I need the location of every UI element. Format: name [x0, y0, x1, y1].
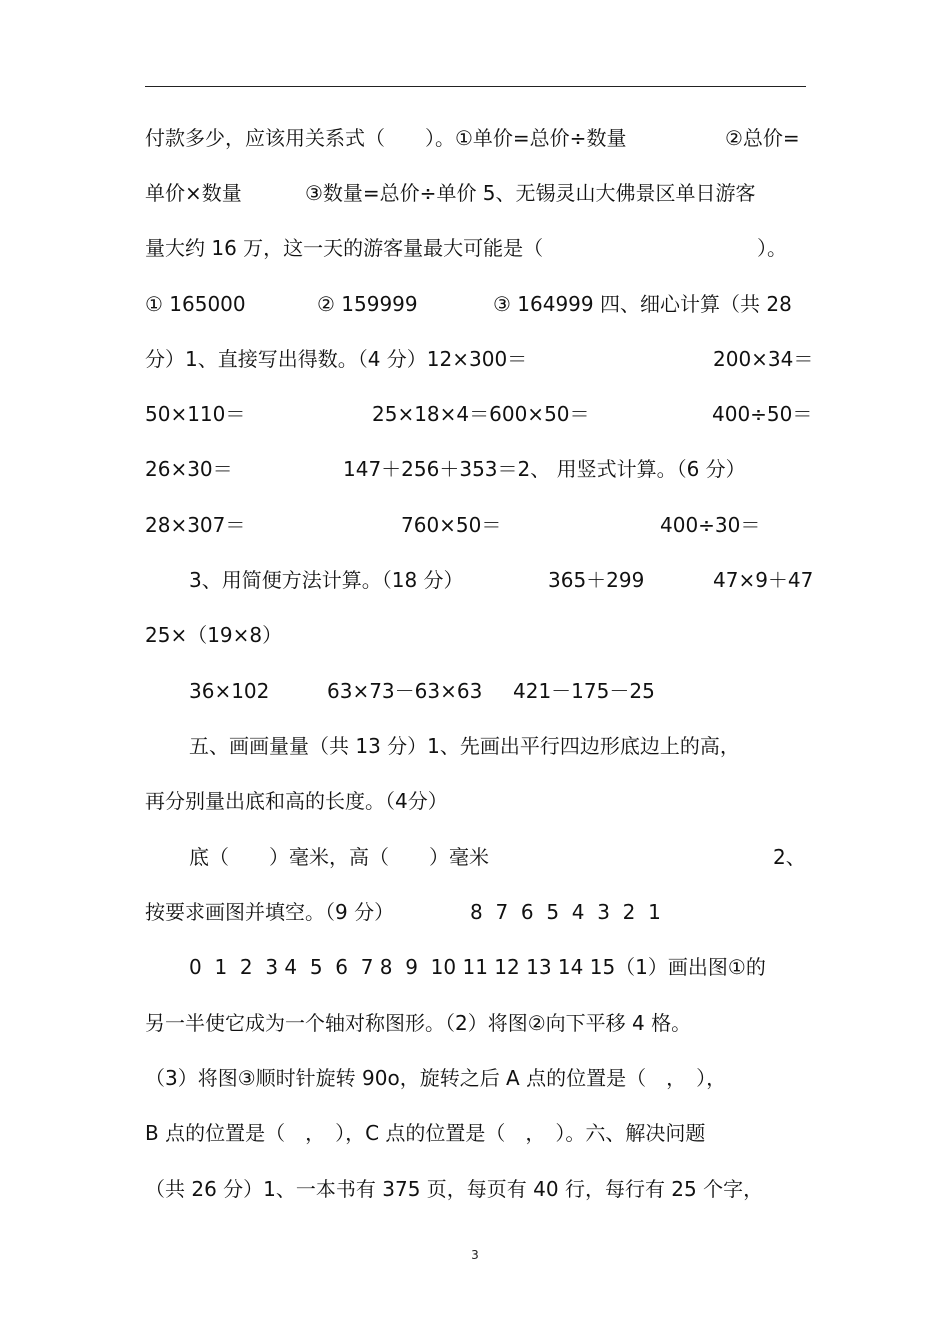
text-segment: 28×307＝: [145, 513, 246, 537]
text-line-13: [145, 785, 806, 817]
text-line-2: [145, 177, 806, 209]
text-segment: 365＋299: [548, 568, 645, 592]
text-segment: 底（ ）毫米，高（ ）毫米: [189, 845, 489, 869]
text-segment: ）。: [757, 236, 787, 260]
text-segment: 421－175－25: [513, 679, 655, 703]
text-segment: 分）1、直接写出得数。（4 分）12×300＝: [145, 347, 528, 371]
text-line-11: [145, 675, 806, 707]
text-segment: 400÷30＝: [660, 513, 761, 537]
text-segment: 3、用简便方法计算。（18 分）: [189, 568, 464, 592]
text-line-10: [145, 619, 806, 651]
text-line-6: [145, 398, 813, 430]
text-segment: 按要求画图并填空。（9 分）: [145, 900, 395, 924]
text-segment: 400÷50＝: [712, 402, 813, 426]
text-segment: 8 7 6 5 4 3 2 1: [470, 900, 661, 924]
text-line-20: [145, 1173, 806, 1205]
text-segment: 26×30＝: [145, 457, 233, 481]
text-line-4: [145, 288, 806, 320]
text-line-7: [145, 453, 806, 485]
text-segment: 0 1 2 3 4 5 6 7 8 9 10 11 12 13 14 15（1）画出图①的: [189, 955, 766, 979]
text-segment: 五、画画量量（共 13 分）1、先画出平行四边形底边上的高，: [189, 734, 740, 758]
text-segment: 量大约 16 万，这一天的游客量最大可能是（: [145, 236, 544, 260]
text-segment: 25×（19×8）: [145, 623, 283, 647]
text-segment: 760×50＝: [401, 513, 502, 537]
text-line-19: [145, 1117, 806, 1149]
text-segment: 付款多少，应该用关系式（ ）。①单价=总价÷数量: [145, 126, 627, 150]
text-segment: 200×34＝: [713, 347, 814, 371]
text-segment: ② 159999: [317, 292, 418, 316]
text-segment: ③ 164999 四、细心计算（共 28: [493, 292, 792, 316]
text-segment: （共 26 分）1、一本书有 375 页，每页有 40 行，每行有 25 个字，: [145, 1177, 764, 1201]
text-segment: 36×102: [189, 679, 270, 703]
text-line-8: [145, 509, 806, 541]
text-segment: 147＋256＋353＝2、 用竖式计算。（6 分）: [343, 457, 746, 481]
text-line-9: [145, 564, 814, 596]
text-line-12: [145, 730, 806, 762]
text-segment: 25×18×4＝600×50＝: [372, 402, 590, 426]
text-line-5: [145, 343, 814, 375]
text-segment: 再分别量出底和高的长度。（4分）: [145, 789, 448, 813]
header-rule: [145, 86, 806, 87]
text-segment: ① 165000: [145, 292, 246, 316]
page-number: 3: [471, 1248, 479, 1262]
text-line-15: [145, 896, 806, 928]
text-segment: 单价×数量: [145, 181, 242, 205]
text-line-16: [145, 951, 806, 983]
text-segment: B 点的位置是（ ， ），C 点的位置是（ ， ）。六、解决问题: [145, 1121, 706, 1145]
text-segment: 2、: [773, 845, 806, 869]
text-segment: ③数量=总价÷单价 5、无锡灵山大佛景区单日游客: [305, 181, 756, 205]
text-segment: 另一半使它成为一个轴对称图形。（2）将图②向下平移 4 格。: [145, 1011, 692, 1035]
text-line-18: [145, 1062, 806, 1094]
text-line-17: [145, 1007, 806, 1039]
text-line-3: [145, 232, 806, 264]
text-segment: ②总价=: [725, 126, 800, 150]
text-segment: 63×73－63×63: [327, 679, 483, 703]
text-line-1: [145, 122, 806, 154]
text-segment: 47×9＋47: [713, 568, 814, 592]
text-line-14: [145, 841, 806, 873]
text-segment: （3）将图③顺时针旋转 90o，旋转之后 A 点的位置是（ ， ），: [145, 1066, 727, 1090]
text-segment: 50×110＝: [145, 402, 246, 426]
